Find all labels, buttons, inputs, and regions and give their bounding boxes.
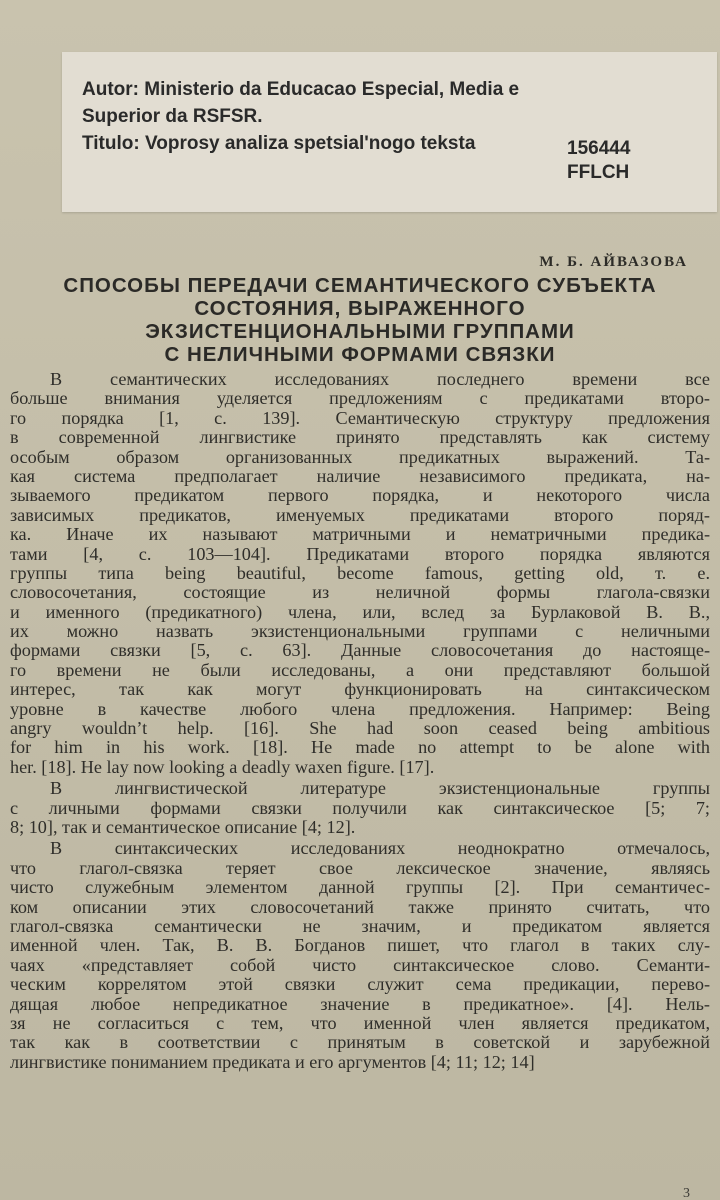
text-line: особым образом организованных предикатных выражений. Та- — [10, 447, 710, 467]
text-line: лингвистике пониманием предиката и его аргументов [4; 11; 12; 14] — [10, 1052, 535, 1072]
label-library-code: FFLCH — [567, 162, 630, 183]
text-line: тами [4, с. 103—104]. Предикатами второго порядка являются — [10, 544, 710, 564]
library-label — [62, 52, 717, 212]
text-line: го порядка [1, с. 139]. Семантическую структуру предложения — [10, 408, 710, 428]
text-line: уровне в качестве любого члена предложения. Например: Being — [10, 699, 710, 719]
text-line: her. [18]. He lay now looking a deadly waxen figure. [17]. — [10, 757, 435, 777]
text-line: больше внимания уделяется предложениям с предикатами второ- — [10, 389, 710, 409]
text-line: го времени не были исследованы, а они представляют большой — [10, 660, 710, 680]
text-line: кая система предполагает наличие независимого предиката, на- — [10, 466, 710, 486]
text-line: for him in his work. [18]. He made no attempt to be alone with — [10, 738, 710, 758]
text-line: что глагол-связка теряет свое лексическое значение, являясь — [10, 858, 710, 878]
text-line: зываемого предикатом первого порядка, и некоторого числа — [10, 486, 710, 506]
text-line: зависимых предикатов, именуемых предикатами второго поряд- — [10, 505, 710, 525]
label-catalog-number: 156444 — [567, 138, 631, 159]
article-title-line: СОСТОЯНИЯ, ВЫРАЖЕННОГО — [194, 297, 526, 320]
text-line: 8; 10], так и семантическое описание [4; 12]. — [10, 817, 356, 837]
text-line: В семантических исследованиях последнего времени все — [50, 370, 710, 389]
text-line: словосочетания, состоящие из неличной формы глагола-связки — [10, 583, 710, 603]
article-author: М. Б. АЙВАЗОВА — [539, 254, 688, 270]
text-line: дящая любое непредикатное значение в предикатное». [4]. Нель- — [10, 994, 710, 1014]
paragraph — [10, 370, 710, 777]
text-line: чисто служебным элементом данной группы [2]. При семантичес- — [10, 878, 710, 898]
text-line: глагол-связка семантически не значим, и предикатом является — [10, 916, 710, 936]
text-line: группы типа being beautiful, become famous, getting old, т. е. — [10, 563, 710, 583]
page-number: 3 — [683, 1186, 690, 1200]
text-line: В синтаксических исследованиях неоднократно отмечалось, — [50, 839, 710, 859]
text-line: ком описании этих словосочетаний также принято считать, что — [10, 897, 710, 917]
article-title-line: С НЕЛИЧНЫМИ ФОРМАМИ СВЯЗКИ — [164, 343, 556, 366]
label-title-line: Titulo: Voprosy analiza spetsial'nogo teksta — [82, 133, 476, 154]
text-line: чаях «представляет собой чисто синтаксическое слово. Семанти- — [10, 955, 710, 975]
text-line: формами связки [5, с. 63]. Данные словосочетания до настояще- — [10, 641, 710, 661]
text-line: в современной лингвистике принято представлять как систему — [10, 428, 710, 448]
text-line: так как в соответствии с принятым в советской и зарубежной — [10, 1033, 710, 1053]
text-line: ка. Иначе их называют матричными и нематричными предика- — [10, 525, 710, 545]
text-line: интерес, так как могут функционировать на синтаксическом — [10, 680, 710, 700]
label-author-line-1: Autor: Ministerio da Educacao Especial, Media e — [82, 79, 520, 100]
text-line: именной член. Так, В. В. Богданов пишет, что глагол в таких слу- — [10, 936, 710, 956]
text-line: В лингвистической литературе экзистенциональные группы — [50, 779, 710, 799]
text-line: и именного (предикатного) члена, или, вслед за Бурлаковой В. В., — [10, 602, 710, 622]
text-line: ческим коррелятом этой связки служит сема предикации, перево- — [10, 975, 710, 995]
paragraph — [10, 779, 710, 837]
paragraph — [10, 839, 710, 1072]
text-line: их можно назвать экзистенциональными группами с неличными — [10, 622, 710, 642]
text-line: с личными формами связки получили как синтаксическое [5; 7; — [10, 798, 710, 818]
text-line: зя не согласиться с тем, что именной член является предикатом, — [10, 1013, 710, 1033]
article-title-line: ЭКЗИСТЕНЦИОНАЛЬНЫМИ ГРУППАМИ — [145, 320, 575, 343]
article-body — [10, 370, 710, 1072]
article-title-line: СПОСОБЫ ПЕРЕДАЧИ СЕМАНТИЧЕСКОГО СУБЪЕКТА — [63, 274, 657, 297]
text-line: angry wouldn’t help. [16]. She had soon ceased being ambitious — [10, 719, 710, 739]
label-author-line-2: Superior da RSFSR. — [82, 106, 263, 127]
article-title — [20, 274, 700, 366]
